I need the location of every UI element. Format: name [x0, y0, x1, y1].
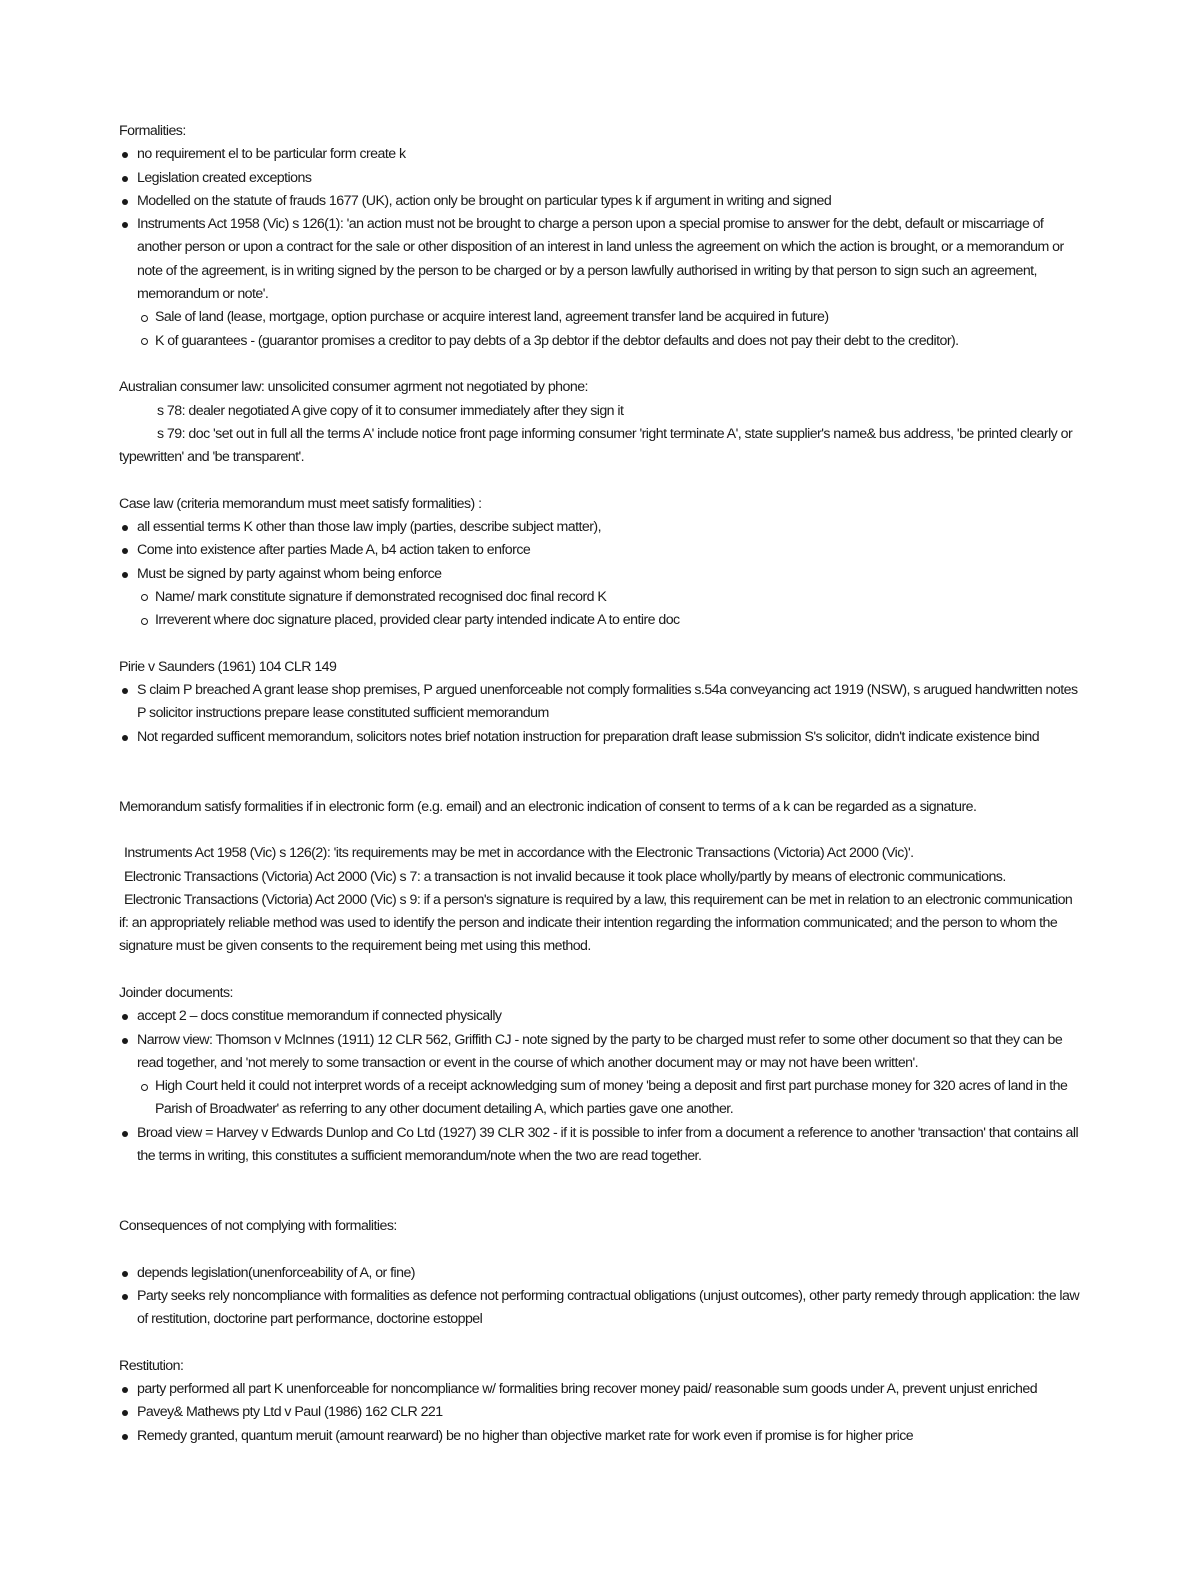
list-item: Remedy granted, quantum meruit (amount rearward) be no higher than objective market rate for work even if promise is for higher price — [119, 1425, 1084, 1448]
list-item: Broad view = Harvey v Edwards Dunlop and Co Ltd (1927) 39 CLR 302 - if it is possible to infer from a document a reference to another 'transaction' that contains all the terms in writing, this constitutes a sufficient memorandum/note when the two are read together. — [119, 1122, 1084, 1169]
sub-list-item: Sale of land (lease, mortgage, option purchase or acquire interest land, agreement transfer land be acquired in future) — [119, 306, 1084, 329]
acl-s79: s 79: doc 'set out in full all the terms A' include notice front page informing consumer 'right terminate A', state supplier's name& bus address, 'be printed clearly or typewritten' and 'be transparent'. — [119, 425, 1073, 466]
formalities-list — [119, 143, 1084, 353]
list-item: Modelled on the statute of frauds 1677 (UK), action only be brought on particular types k if argument in writing and signed — [119, 190, 1084, 213]
section-heading-acl: Australian consumer law: unsolicited consumer agrment not negotiated by phone: — [119, 379, 588, 396]
sub-list-item: K of guarantees - (guarantor promises a creditor to pay debts of a 3p debtor if the debtor defaults and does not pay their debt to the creditor). — [119, 330, 1084, 353]
list-item: Party seeks rely noncompliance with formalities as defence not performing contractual obligations (unjust outcomes), other party remedy through application: the law of restitution, doctorine part performance, doctorine estoppel — [119, 1285, 1084, 1332]
list-item: S claim P breached A grant lease shop premises, P argued unenforceable not comply formalities s.54a conveyancing act 1919 (NSW), s arugued handwritten notes P solicitor instructions prepare lease constituted sufficient memorandum — [119, 679, 1084, 726]
caselaw-list — [119, 516, 1084, 632]
section-heading-pirie: Pirie v Saunders (1961) 104 CLR 149 — [119, 658, 337, 675]
section-heading-joinder: Joinder documents: — [119, 984, 233, 1001]
section-heading-formalities: Formalities: — [119, 123, 186, 139]
sub-list-item: Name/ mark constitute signature if demonstrated recognised doc final record K — [119, 586, 1084, 609]
list-item — [119, 1029, 1084, 1122]
list-item: all essential terms K other than those law imply (parties, describe subject matter), — [119, 516, 1084, 539]
list-item: Pavey& Mathews pty Ltd v Paul (1986) 162 CLR 221 — [119, 1401, 1084, 1424]
electronic-line-3 — [119, 889, 1084, 959]
electronic-line-3-text: Electronic Transactions (Victoria) Act 2000 (Vic) s 9: if a person's signature is required by a law, this requirement can be met in relation to an electronic communication if: an appropriately reliable method was used to identify the person and indicate their intention regarding the information communicated; and the person to whom the signature must be given consents to the requirement being met using this method. — [119, 891, 1073, 955]
restitution-list — [119, 1378, 1084, 1448]
list-item-text: Narrow view: Thomson v McInnes (1911) 12 CLR 562, Griffith CJ - note signed by the party to be charged must refer to some other document so that they can be read together, and 'not merely to some transaction or event in the course of which another document may or may not have been written'. — [137, 1031, 1063, 1071]
section-heading-restitution: Restitution: — [119, 1357, 184, 1374]
list-item: depends legislation(unenforceability of A, or fine) — [119, 1262, 1084, 1285]
consequences-list — [119, 1262, 1084, 1332]
sub-list-item: High Court held it could not interpret words of a receipt acknowledging sum of money 'being a deposit and first part purchase money for 320 acres of land in the Parish of Broadwater' as referring to any other document detailing A, which parties gave one another. — [119, 1075, 1084, 1122]
electronic-line-2: Electronic Transactions (Victoria) Act 2000 (Vic) s 7: a transaction is not invalid because it took place wholly/partly by means of electronic communications. — [124, 868, 1006, 885]
acl-s78: s 78: dealer negotiated A give copy of it to consumer immediately after they sign it — [157, 402, 624, 419]
list-item: accept 2 – docs constitue memorandum if connected physically — [119, 1005, 1084, 1028]
list-item: Legislation created exceptions — [119, 167, 1084, 190]
formalities-sublist — [119, 306, 1084, 353]
list-item-text: Instruments Act 1958 (Vic) s 126(1): 'an action must not be brought to charge a person upon a special promise to answer for the debt, default or miscarriage of another person or upon a contract for the sale or other disposition of an interest in land unless the agreement on which the action is brought, or a memorandum or note of the agreement, is in writing signed by the person to be charged or by a person lawfully authorised in writing by that person to sign such an agreement, memorandum or note'. — [137, 216, 1064, 303]
section-heading-consequences: Consequences of not complying with formalities: — [119, 1217, 397, 1234]
list-item: Not regarded sufficent memorandum, solicitors notes brief notation instruction for preparation draft lease submission S's solicitor, didn't indicate existence bind — [119, 726, 1084, 749]
electronic-intro: Memorandum satisfy formalities if in electronic form (e.g. email) and an electronic indication of consent to terms of a k can be regarded as a signature. — [119, 798, 977, 815]
sub-list-item: Irreverent where doc signature placed, provided clear party intended indicate A to entire doc — [119, 609, 1084, 632]
list-item-text: Must be signed by party against whom being enforce — [137, 565, 442, 582]
list-item: party performed all part K unenforceable for noncompliance w/ formalities bring recover money paid/ reasonable sum goods under A, prevent unjust enriched — [119, 1378, 1084, 1401]
section-heading-caselaw: Case law (criteria memorandum must meet satisfy formalities) : — [119, 495, 482, 512]
list-item: Come into existence after parties Made A, b4 action taken to enforce — [119, 539, 1084, 562]
joinder-sublist — [137, 1075, 1084, 1122]
list-item: no requirement el to be particular form create k — [119, 143, 1084, 166]
list-item — [119, 213, 1084, 353]
electronic-line-1: Instruments Act 1958 (Vic) s 126(2): 'its requirements may be met in accordance with the Electronic Transactions (Victoria) Act 2000 (Vic)'. — [124, 845, 914, 862]
pirie-list — [119, 679, 1084, 749]
document-page — [119, 120, 1084, 1448]
caselaw-sublist — [119, 586, 1084, 633]
joinder-list — [119, 1005, 1084, 1168]
list-item — [119, 563, 1084, 633]
